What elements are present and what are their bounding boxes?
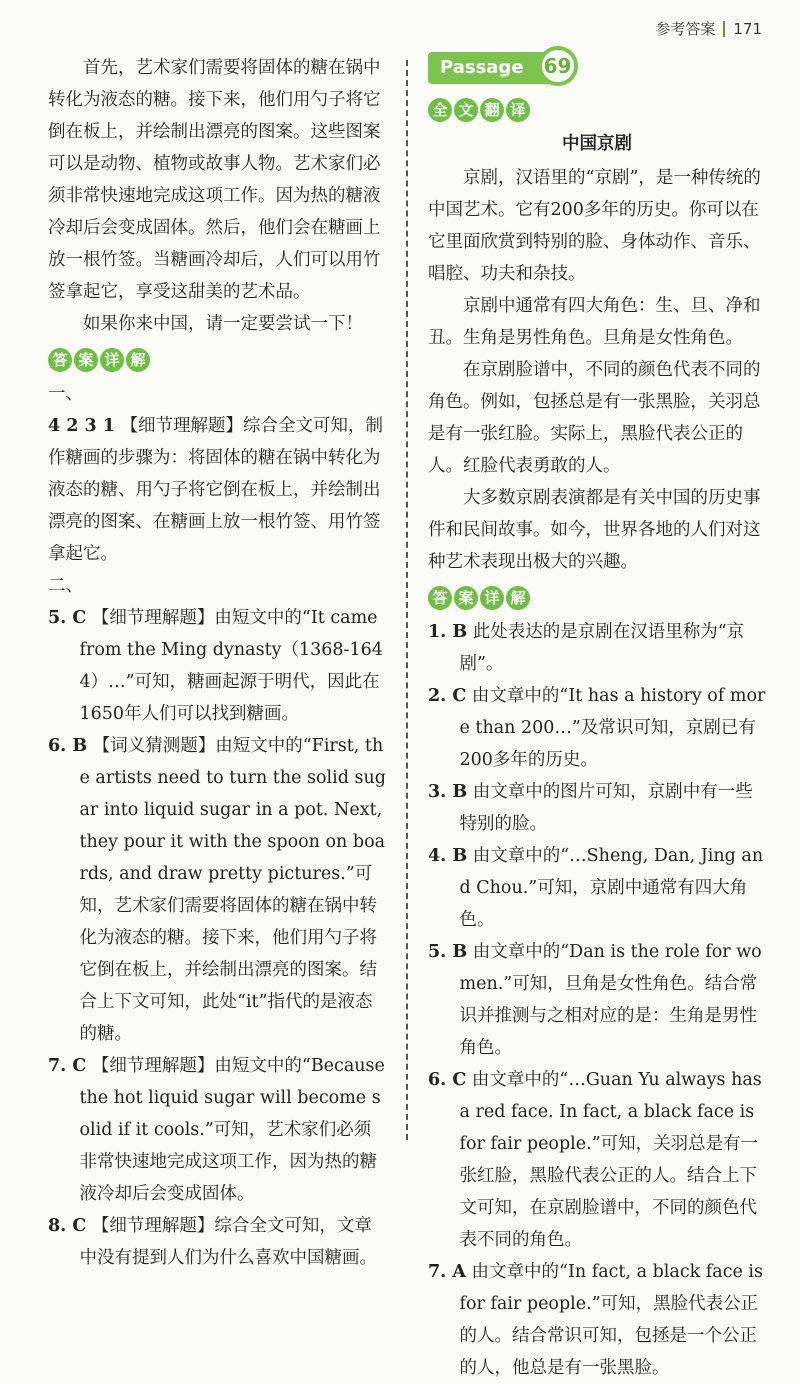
answer-number: 6. C bbox=[428, 1070, 467, 1090]
answer-number: 7. C bbox=[48, 1056, 87, 1076]
badge-char: 翻 bbox=[480, 98, 504, 122]
answer-text: 【词义猜测题】由短文中的“First, the artists need to turn the solid sugar into liquid sugar in a pot. Next, they pour it with the spoon on boards, and draw pretty pictures.”可知，艺术家们需要将固体的糖在锅中转化为液态的糖。接下来，他们用勺子将它倒在板上，并绘制出漂亮的图案。结合上下文可知，此处“it”指代的是液态的糖。 bbox=[79, 736, 386, 1044]
badge-char: 详 bbox=[480, 586, 504, 610]
answer-item bbox=[428, 616, 766, 680]
header-separator bbox=[723, 21, 725, 37]
answer-item bbox=[428, 680, 766, 776]
answer-number: 1. B bbox=[428, 622, 468, 642]
badge-char: 解 bbox=[126, 348, 150, 372]
badge-char: 译 bbox=[506, 98, 530, 122]
answer-item bbox=[428, 776, 766, 840]
part-two-label: 二、 bbox=[48, 576, 83, 596]
answer-item bbox=[48, 730, 386, 1050]
part-one-answer bbox=[48, 410, 386, 570]
answer-text: 由文章中的“In fact, a black face is for fair people.”可知，黑脸代表公正的人。结合常识可知，包拯是一个公正的人，他总是有一张黑脸。 bbox=[459, 1262, 763, 1378]
badge-char: 答 bbox=[48, 348, 72, 372]
answer-number: 3. B bbox=[428, 782, 468, 802]
part-one-sequence: 4 2 3 1 bbox=[48, 416, 115, 436]
answer-item bbox=[428, 840, 766, 936]
answer-number: 6. B bbox=[48, 736, 88, 756]
answer-item bbox=[428, 1064, 766, 1256]
badge-char: 全 bbox=[428, 98, 452, 122]
left-column bbox=[48, 52, 386, 1274]
answer-text: 【细节理解题】综合全文可知，文章中没有提到人们为什么喜欢中国糖画。 bbox=[79, 1216, 377, 1268]
answer-text: 【细节理解题】由短文中的“It came from the Ming dynasty（1368-1644）…”可知，糖画起源于明代，因此在1650年人们可以找到糖画。 bbox=[79, 608, 383, 724]
passage-banner bbox=[428, 52, 572, 84]
answer-text: 由文章中的图片可知，京剧中有一些特别的脸。 bbox=[459, 782, 753, 834]
page-number: 171 bbox=[733, 19, 762, 38]
header-label: 参考答案 bbox=[655, 20, 716, 38]
left-paragraph-2: 如果你来中国，请一定要尝试一下！ bbox=[83, 314, 363, 334]
answer-item bbox=[48, 602, 386, 730]
passage-number: 69 bbox=[538, 46, 578, 86]
translation-paragraph: 大多数京剧表演都是有关中国的历史事件和民间故事。如今，世界各地的人们对这种艺术表现出极大的兴趣。 bbox=[428, 488, 761, 572]
answer-number: 2. C bbox=[428, 686, 467, 706]
answer-text: 由文章中的“It has a history of more than 200…”及常识可知，京剧已有200多年的历史。 bbox=[459, 686, 766, 770]
answer-item bbox=[48, 1210, 386, 1274]
answer-text: 由文章中的“…Guan Yu always has a red face. In fact, a black face is for fair people.”可知，关羽总是有一张红脸，黑脸代表公正的人。结合上下文可知，在京剧脸谱中，不同的颜色代表不同的角色。 bbox=[459, 1070, 762, 1250]
answer-item bbox=[428, 936, 766, 1064]
badge-char: 答 bbox=[428, 586, 452, 610]
badge-char: 案 bbox=[454, 586, 478, 610]
column-divider bbox=[406, 60, 408, 1140]
answer-text: 此处表达的是京剧在汉语里称为“京剧”。 bbox=[459, 622, 745, 674]
badge-char: 案 bbox=[74, 348, 98, 372]
part-one-label: 一、 bbox=[48, 384, 83, 404]
part-one-text: 【细节理解题】综合全文可知，制作糖画的步骤为：将固体的糖在锅中转化为液态的糖、用勺子将它倒在板上，并绘制出漂亮的图案、在糖画上放一根竹签、用竹签拿起它。 bbox=[48, 416, 384, 564]
answer-number: 8. C bbox=[48, 1216, 87, 1236]
answer-text: 由文章中的“Dan is the role for women.”可知，旦角是女性角色。结合常识并推测与之相对应的是：生角是男性角色。 bbox=[459, 942, 762, 1058]
answer-text: 由文章中的“…Sheng, Dan, Jing and Chou.”可知，京剧中通常有四大角色。 bbox=[459, 846, 764, 930]
translation-paragraph: 在京剧脸谱中，不同的颜色代表不同的角色。例如，包拯总是有一张黑脸，关羽总是有一张红脸。实际上，黑脸代表公正的人。红脸代表勇敢的人。 bbox=[428, 360, 761, 476]
answer-item bbox=[48, 1050, 386, 1210]
badge-char: 详 bbox=[100, 348, 124, 372]
answer-number: 4. B bbox=[428, 846, 468, 866]
translation-paragraph: 京剧中通常有四大角色：生、旦、净和丑。生角是男性角色。旦角是女性角色。 bbox=[428, 296, 761, 348]
translation-title: 中国京剧 bbox=[562, 134, 632, 154]
answer-explanation-badge bbox=[48, 348, 386, 372]
translation-paragraph: 京剧，汉语里的“京剧”，是一种传统的中国艺术。它有200多年的历史。你可以在它里面欣赏到特别的脸、身体动作、音乐、唱腔、功夫和杂技。 bbox=[428, 168, 761, 284]
right-column bbox=[428, 52, 766, 1384]
page-header bbox=[655, 18, 762, 39]
full-translation-badge bbox=[428, 98, 766, 122]
answer-number: 5. C bbox=[48, 608, 87, 628]
answer-number: 7. A bbox=[428, 1262, 466, 1282]
answer-text: 【细节理解题】由短文中的“Because the hot liquid sugar will become solid if it cools.”可知，艺术家们必须非常快速地完成这项工作，因为热的糖液冷却后会变成固体。 bbox=[79, 1056, 385, 1204]
answer-explanation-badge bbox=[428, 586, 766, 610]
answer-number: 5. B bbox=[428, 942, 468, 962]
badge-char: 解 bbox=[506, 586, 530, 610]
badge-char: 文 bbox=[454, 98, 478, 122]
passage-label: Passage bbox=[428, 52, 558, 84]
left-paragraph-1: 首先，艺术家们需要将固体的糖在锅中转化为液态的糖。接下来，他们用勺子将它倒在板上，并绘制出漂亮的图案。这些图案可以是动物、植物或故事人物。艺术家们必须非常快速地完成这项工作。因为热的糖液冷却后会变成固体。然后，他们会在糖画上放一根竹签。当糖画冷却后，人们可以用竹签拿起它，享受这甜美的艺术品。 bbox=[48, 58, 381, 302]
answer-item bbox=[428, 1256, 766, 1384]
